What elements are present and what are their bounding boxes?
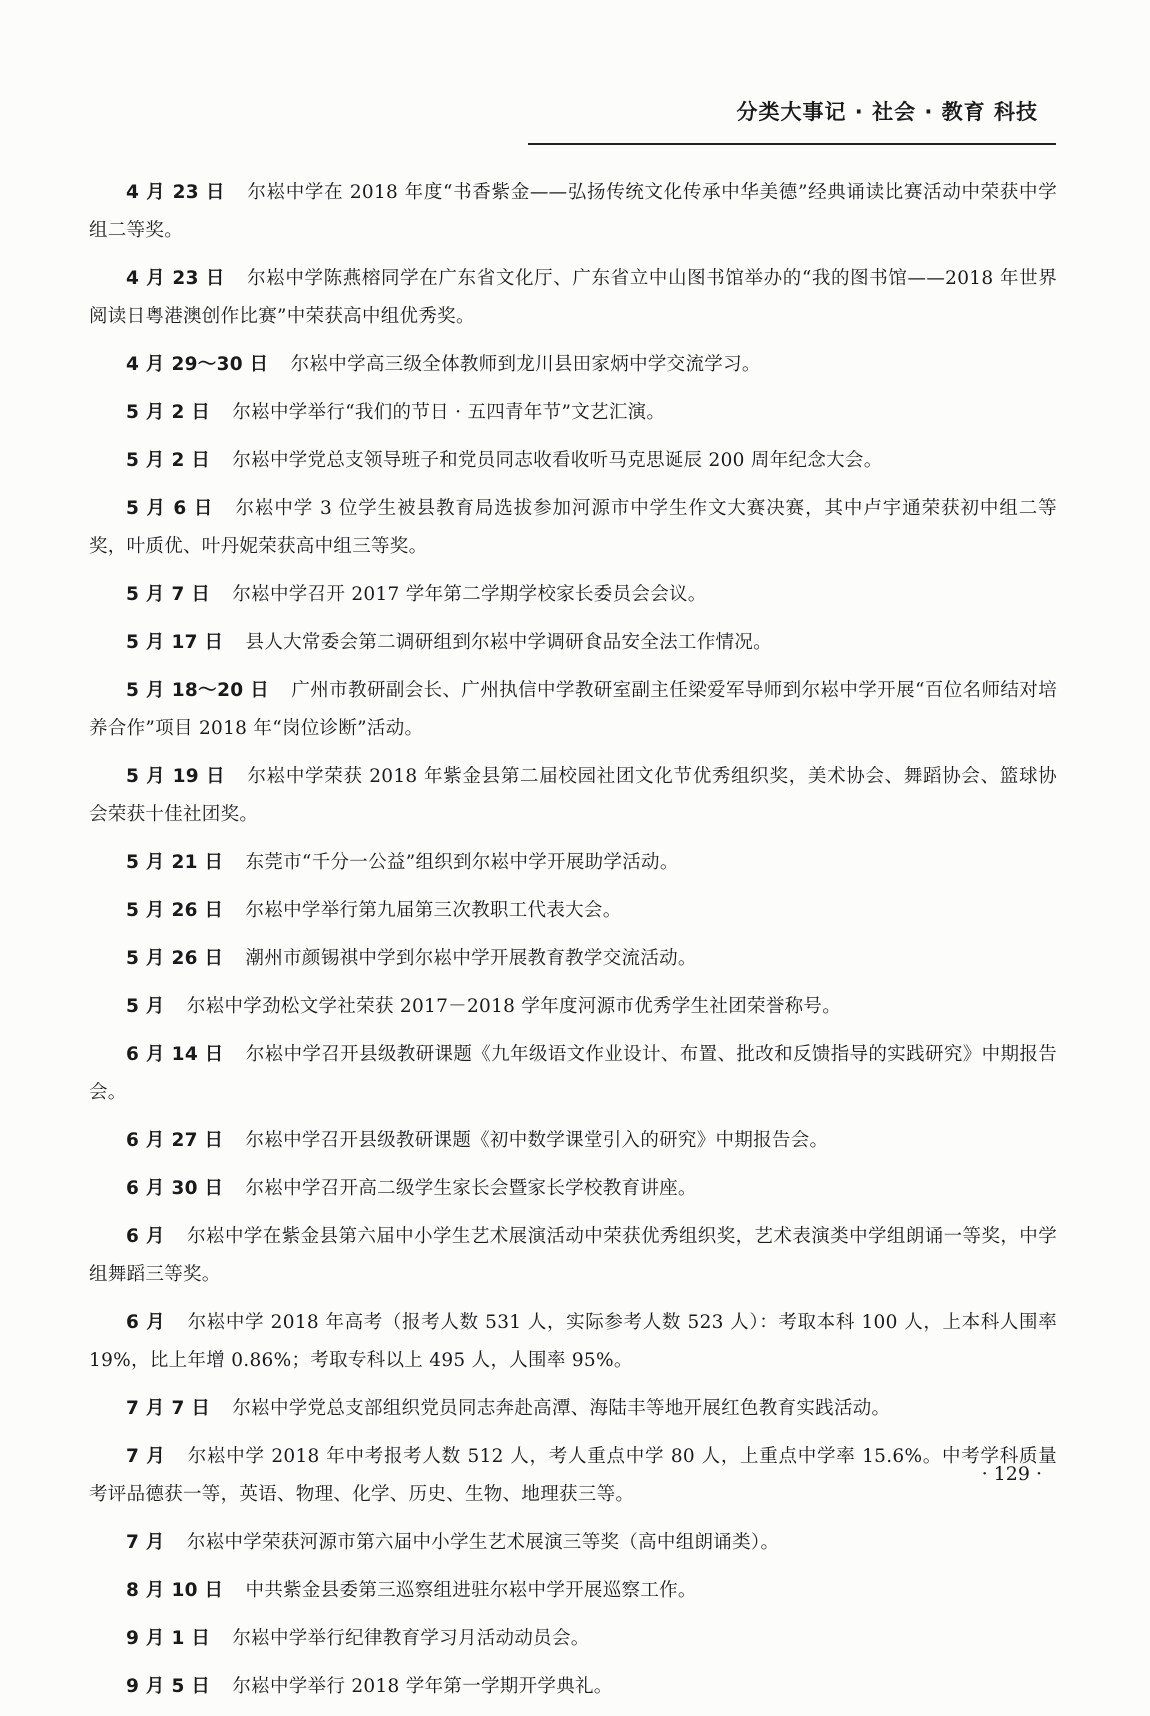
chronicle-entry xyxy=(89,1218,1057,1294)
chronicle-entry xyxy=(89,1390,1057,1428)
chronicle-entry xyxy=(89,758,1057,834)
entry-date: 4 月 23 日 xyxy=(126,182,226,203)
entry-text: 尔崧中学在 2018 年度“书香紫金——弘扬传统文化传承中华美德”经典诵读比赛活动中荣获中学组二等奖。 xyxy=(89,182,1057,241)
entry-text: 尔崧中学荣获河源市第六届中小学生艺术展演三等奖（高中组朗诵类）。 xyxy=(186,1532,780,1553)
entry-date: 5 月 21 日 xyxy=(126,852,224,873)
entry-text: 尔崧中学举行“我们的节日 · 五四青年节”文艺汇演。 xyxy=(232,402,666,423)
entry-date: 7 月 7 日 xyxy=(126,1398,211,1419)
entry-date: 4 月 23 日 xyxy=(126,268,225,289)
entry-text: 东莞市“千分一公益”组织到尔崧中学开展助学活动。 xyxy=(245,852,679,873)
chronicle-entry xyxy=(89,672,1057,748)
chronicle-entry xyxy=(89,1036,1057,1112)
header-rule xyxy=(528,143,1056,145)
chronicle-entry xyxy=(89,1620,1057,1658)
entry-date: 5 月 19 日 xyxy=(126,766,226,787)
entry-date: 5 月 7 日 xyxy=(126,584,211,605)
entry-date: 5 月 18～20 日 xyxy=(126,680,270,701)
entry-text: 广州市教研副会长、广州执信中学教研室副主任梁爱军导师到尔崧中学开展“百位名师结对培养合作”项目 2018 年“岗位诊断”活动。 xyxy=(89,680,1058,739)
entry-date: 6 月 30 日 xyxy=(126,1178,224,1199)
entry-date: 5 月 xyxy=(126,996,165,1017)
entry-text: 尔崧中学在紫金县第六届中小学生艺术展演活动中荣获优秀组织奖，艺术表演类中学组朗诵一等奖，中学组舞蹈三等奖。 xyxy=(89,1226,1058,1285)
entry-date: 9 月 1 日 xyxy=(126,1628,211,1649)
entry-text: 尔崧中学举行纪律教育学习月活动动员会。 xyxy=(232,1628,590,1649)
chronicle-entry xyxy=(89,442,1057,480)
page-number: · 129 · xyxy=(981,1463,1042,1485)
entry-date: 6 月 xyxy=(126,1312,166,1333)
entry-text: 尔崧中学召开高二级学生家长会暨家长学校教育讲座。 xyxy=(245,1178,697,1199)
chronicle-entry xyxy=(89,1170,1057,1208)
entry-text: 尔崧中学劲松文学社荣获 2017－2018 学年度河源市优秀学生社团荣誉称号。 xyxy=(186,996,842,1017)
entry-date: 9 月 5 日 xyxy=(126,1676,211,1697)
entry-date: 5 月 2 日 xyxy=(126,450,211,471)
chronicle-entry xyxy=(89,490,1057,566)
entry-date: 8 月 10 日 xyxy=(126,1580,224,1601)
entry-text: 尔崧中学举行第九届第三次教职工代表大会。 xyxy=(245,900,622,921)
entry-date: 5 月 26 日 xyxy=(126,948,224,969)
chronicle-entry xyxy=(89,1122,1057,1160)
entry-text: 尔崧中学高三级全体教师到龙川县田家炳中学交流学习。 xyxy=(290,354,761,375)
entry-text: 潮州市颜锡祺中学到尔崧中学开展教育教学交流活动。 xyxy=(245,948,697,969)
entry-text: 尔崧中学 2018 年高考（报考人数 531 人，实际参考人数 523 人）：考取本科 100 人，上本科人围率 19%，比上年增 0.86%；考取专科以上 495 人，人围率 95%。 xyxy=(89,1312,1057,1371)
chronicle-entry xyxy=(89,1524,1057,1562)
chronicle-entry xyxy=(89,844,1057,882)
entry-date: 5 月 6 日 xyxy=(126,498,214,519)
chronicle-entry xyxy=(89,1668,1057,1706)
entry-text: 尔崧中学党总支部组织党员同志奔赴高潭、海陆丰等地开展红色教育实践活动。 xyxy=(232,1398,891,1419)
entry-text: 尔崧中学陈燕榕同学在广东省文化厅、广东省立中山图书馆举办的“我的图书馆——2018 年世界阅读日粤港澳创作比赛”中荣获高中组优秀奖。 xyxy=(89,268,1057,327)
entry-date: 5 月 2 日 xyxy=(126,402,211,423)
entry-text: 尔崧中学 2018 年中考报考人数 512 人，考人重点中学 80 人，上重点中学率 15.6%。中考学科质量考评品德获一等，英语、物理、化学、历史、生物、地理获三等。 xyxy=(89,1446,1057,1505)
chronicle-entry xyxy=(89,1572,1057,1610)
entry-text: 尔崧中学召开 2017 学年第二学期学校家长委员会会议。 xyxy=(232,584,707,605)
entry-date: 5 月 26 日 xyxy=(126,900,224,921)
chronicle-entry xyxy=(89,260,1057,336)
running-head: 分类大事记 · 社会 · 教育 科技 xyxy=(736,100,1038,124)
entry-date: 4 月 29～30 日 xyxy=(126,354,269,375)
entry-date: 6 月 14 日 xyxy=(126,1044,224,1065)
entry-text: 中共紫金县委第三巡察组进驻尔崧中学开展巡察工作。 xyxy=(245,1580,697,1601)
entry-date: 7 月 xyxy=(126,1532,165,1553)
entry-text: 尔崧中学党总支领导班子和党员同志收看收听马克思诞辰 200 周年纪念大会。 xyxy=(232,450,883,471)
entry-text: 尔崧中学召开县级教研课题《九年级语文作业设计、布置、批改和反馈指导的实践研究》中期报告会。 xyxy=(89,1044,1057,1103)
chronicle-entry xyxy=(89,174,1057,250)
entry-date: 5 月 17 日 xyxy=(126,632,224,653)
entry-date: 7 月 xyxy=(126,1446,166,1467)
entry-text: 县人大常委会第二调研组到尔崧中学调研食品安全法工作情况。 xyxy=(245,632,772,653)
chronicle-entry xyxy=(89,576,1057,614)
chronicle-entry xyxy=(89,394,1057,432)
chronicle-entries xyxy=(89,174,1057,1716)
chronicle-entry xyxy=(89,892,1057,930)
entry-text: 尔崧中学举行 2018 学年第一学期开学典礼。 xyxy=(232,1676,613,1697)
chronicle-entry xyxy=(89,1438,1057,1514)
entry-text: 尔崧中学召开县级教研课题《初中数学课堂引入的研究》中期报告会。 xyxy=(245,1130,829,1151)
chronicle-entry xyxy=(89,940,1057,978)
entry-text: 尔崧中学荣获 2018 年紫金县第二届校园社团文化节优秀组织奖，美术协会、舞蹈协会、篮球协会荣获十佳社团奖。 xyxy=(89,766,1057,825)
chronicle-entry xyxy=(89,346,1057,384)
chronicle-entry xyxy=(89,1304,1057,1380)
chronicle-entry xyxy=(89,624,1057,662)
chronicle-entry xyxy=(89,988,1057,1026)
entry-text: 尔崧中学 3 位学生被县教育局选拔参加河源市中学生作文大赛决赛，其中卢宇通荣获初中组二等奖，叶质优、叶丹妮荣获高中组三等奖。 xyxy=(89,498,1057,557)
entry-date: 6 月 27 日 xyxy=(126,1130,224,1151)
entry-date: 6 月 xyxy=(126,1226,165,1247)
